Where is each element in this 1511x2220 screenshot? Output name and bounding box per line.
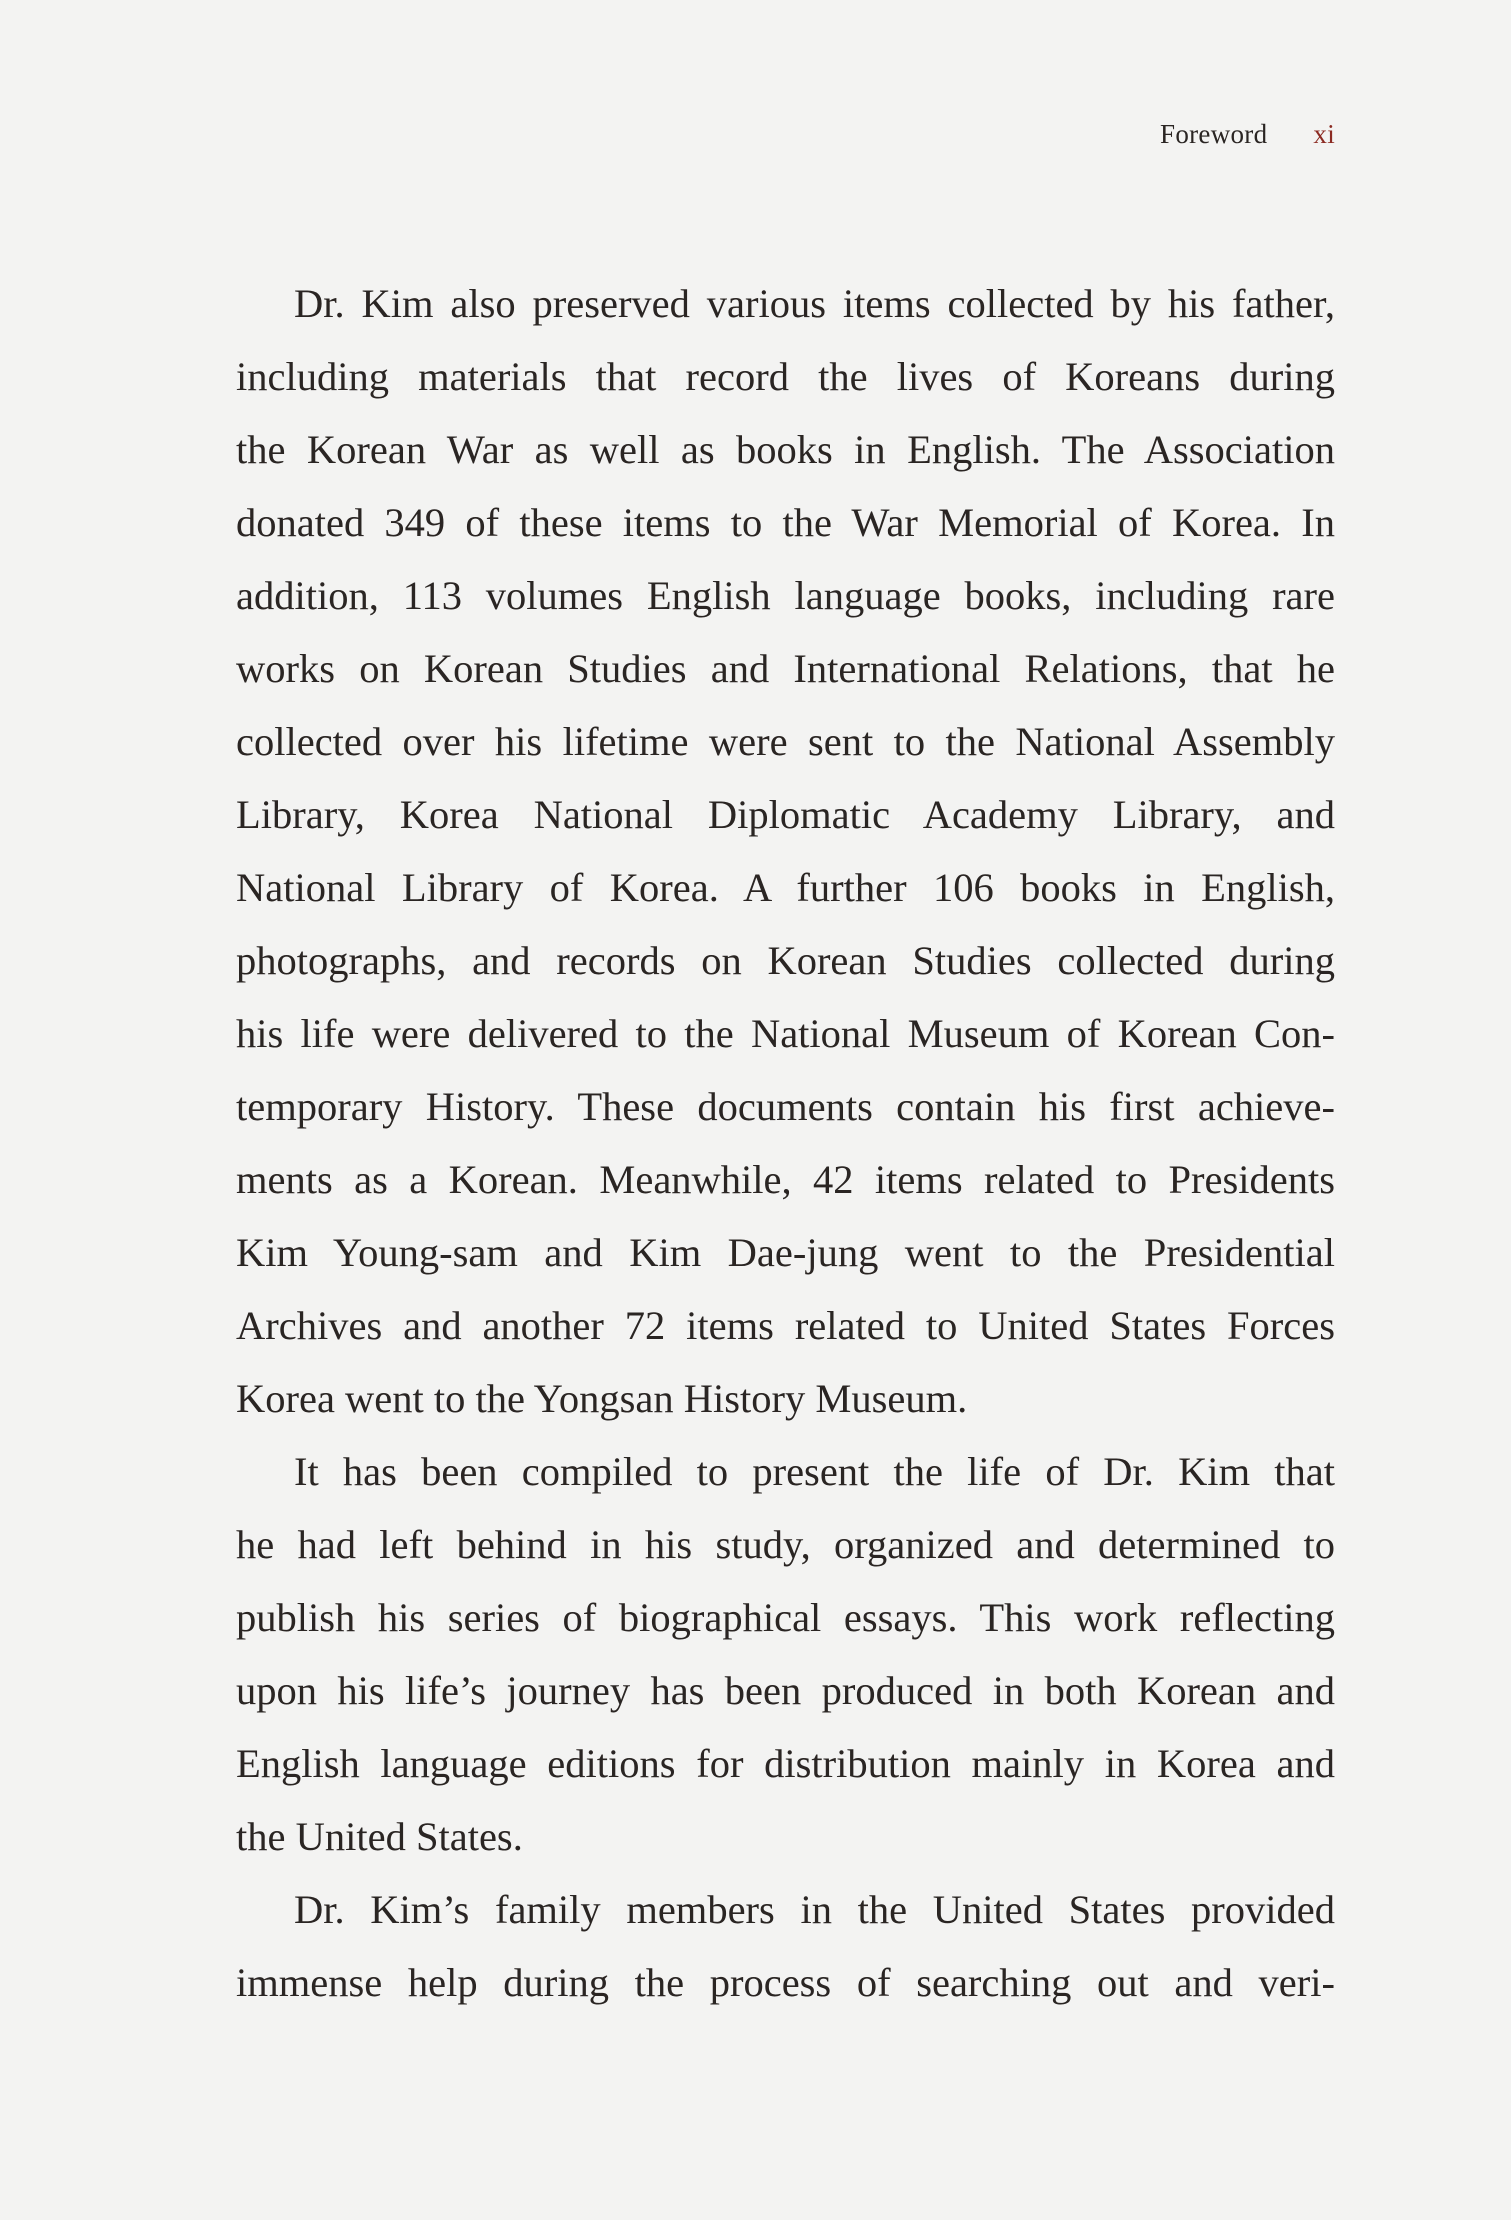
running-header [1160, 114, 1335, 154]
text-line: the United States. [236, 1814, 523, 1859]
page-number: xi [1313, 119, 1335, 149]
text-line: his life were delivered to the National Museum of Korean Con- [236, 1011, 1335, 1056]
text-line: addition, 113 volumes English language books, including rare [236, 573, 1335, 618]
text-line: Archives and another 72 items related to United States Forces [236, 1303, 1335, 1348]
text-line: ments as a Korean. Meanwhile, 42 items related to Presidents [236, 1157, 1335, 1202]
text-line: English language editions for distribution mainly in Korea and [236, 1741, 1335, 1786]
text-line: immense help during the process of searching out and veri- [236, 1960, 1335, 2005]
text-line: collected over his lifetime were sent to the National Assembly [236, 719, 1335, 764]
text-line: donated 349 of these items to the War Memorial of Korea. In [236, 500, 1335, 545]
text-line: Dr. Kim also preserved various items collected by his father, [294, 281, 1335, 326]
text-line: temporary History. These documents contain his first achieve- [236, 1084, 1335, 1129]
text-line: he had left behind in his study, organized and determined to [236, 1522, 1335, 1567]
text-line: Korea went to the Yongsan History Museum. [236, 1376, 968, 1421]
text-line: Library, Korea National Diplomatic Academy Library, and [236, 792, 1335, 837]
body-text [236, 267, 1335, 2019]
text-line: including materials that record the lives of Koreans during [236, 354, 1335, 399]
text-line: Dr. Kim’s family members in the United States provided [294, 1887, 1335, 1932]
text-line: upon his life’s journey has been produced in both Korean and [236, 1668, 1335, 1713]
text-line: the Korean War as well as books in English. The Association [236, 427, 1335, 472]
running-header-title: Foreword [1160, 119, 1268, 149]
text-line: Kim Young-sam and Kim Dae-jung went to the Presidential [236, 1230, 1335, 1275]
text-line: works on Korean Studies and International Relations, that he [236, 646, 1335, 691]
text-line: It has been compiled to present the life of Dr. Kim that [294, 1449, 1335, 1494]
text-line: publish his series of biographical essays. This work reflecting [236, 1595, 1335, 1640]
text-line: photographs, and records on Korean Studies collected during [236, 938, 1335, 983]
text-line: National Library of Korea. A further 106 books in English, [236, 865, 1335, 910]
